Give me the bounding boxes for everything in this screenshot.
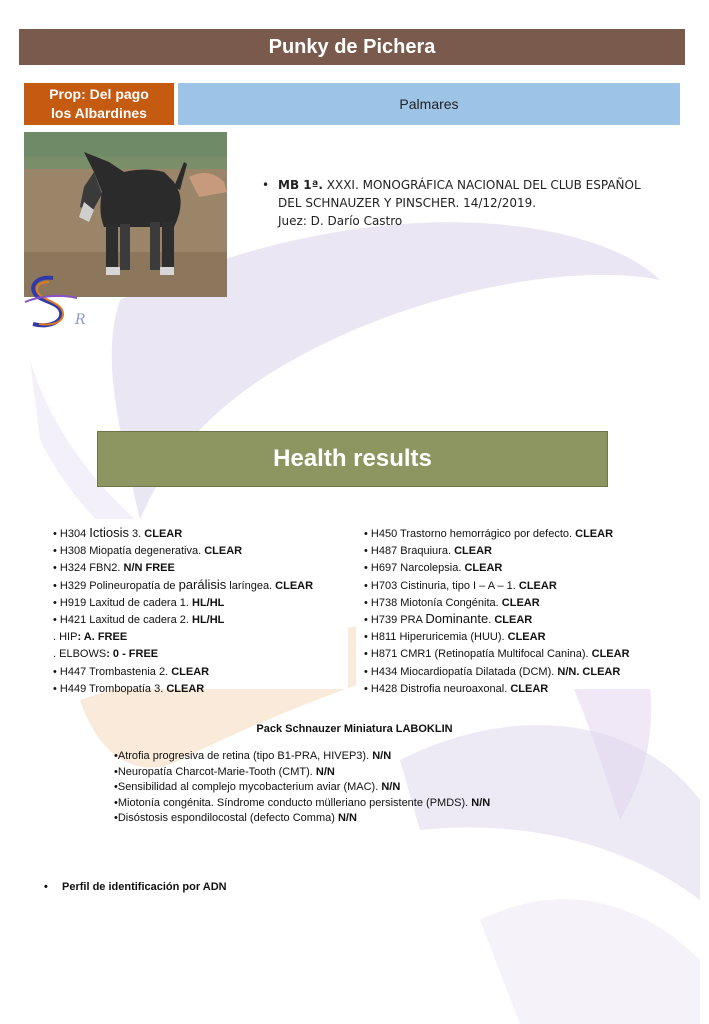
- health-result-item: [53, 663, 348, 680]
- logo-icon: [19, 272, 91, 332]
- pack-item-text: •Miotonía congénita. Síndrome conducto mülleriano persistente (PMDS).: [114, 796, 472, 809]
- health-result-item: [53, 645, 348, 662]
- health-result-result: CLEAR: [275, 579, 314, 592]
- health-result-result: CLEAR: [454, 545, 492, 558]
- health-result-prefix: • H450 Trastorno hemorrágico por defecto.: [364, 528, 576, 540]
- pack-item: [114, 749, 490, 765]
- pack-item: [114, 780, 490, 796]
- pack-item-result: N/N: [381, 781, 401, 793]
- pack-item-text: •Sensibilidad al complejo mycobacterium aviar (MAC).: [114, 781, 382, 793]
- health-result-item: [53, 525, 348, 542]
- health-result-item: [364, 628, 686, 645]
- health-result-prefix: • H739 PRA: [364, 614, 426, 627]
- owner-line-1: Prop: Del pago: [49, 86, 149, 102]
- health-result-result: N/N. CLEAR: [557, 665, 621, 678]
- health-result-result: CLEAR: [494, 614, 533, 627]
- health-result-result: : 0 - FREE: [106, 648, 159, 661]
- pack-list: [114, 749, 490, 827]
- health-result-prefix: • H703 Cistinuria, tipo I – A – 1.: [364, 579, 519, 592]
- health-result-item: [364, 663, 686, 680]
- health-result-item: [364, 645, 686, 662]
- health-result-prefix: • H304: [53, 528, 90, 540]
- pack-item-text: •Atrofia progresiva de retina (tipo B1-PRA, HIVEP3).: [114, 750, 373, 762]
- health-results-left-list: [45, 519, 348, 695]
- award-judge: Juez: D. Darío Castro: [278, 214, 403, 228]
- health-result-item: [53, 680, 348, 697]
- health-results-right-list: [356, 519, 686, 695]
- health-result-result: CLEAR: [204, 545, 243, 558]
- health-result-item: [364, 525, 686, 542]
- health-result-prefix: • H434 Miocardiopatía Dilatada (DCM).: [364, 665, 558, 678]
- owner-line-2: los Albardines: [51, 105, 147, 121]
- health-results-heading: Health results: [97, 431, 608, 487]
- pack-item-result: N/N: [315, 765, 335, 778]
- health-result-result: N/N FREE: [123, 562, 175, 575]
- health-result-item: [53, 542, 348, 559]
- health-result-result: CLEAR: [501, 596, 540, 609]
- health-result-prefix: • H421 Laxitud de cadera 2.: [53, 614, 192, 627]
- health-result-result: CLEAR: [518, 579, 557, 592]
- pack-item: [114, 811, 490, 827]
- award-rank: MB 1ª.: [278, 178, 323, 192]
- health-result-prefix: • H449 Trombopatía 3.: [53, 682, 167, 695]
- health-result-result: CLEAR: [171, 665, 210, 678]
- health-result-item: [53, 559, 348, 576]
- health-result-item: [53, 628, 348, 645]
- health-result-item: [53, 594, 348, 611]
- dna-profile-item: [44, 881, 227, 893]
- health-result-item: [364, 611, 686, 628]
- health-result-item: [53, 577, 348, 594]
- pack-item-result: N/N: [372, 750, 392, 762]
- health-result-prefix: • H738 Miotonía Congénita.: [364, 596, 502, 609]
- dna-text: Perfil de identificación por ADN: [62, 881, 227, 893]
- health-result-item: [364, 594, 686, 611]
- health-result-big: parálisis: [178, 576, 227, 592]
- health-result-prefix: • H871 CMR1 (Retinopatía Multifocal Canina).: [364, 648, 592, 661]
- pack-item-result: N/N: [471, 796, 491, 809]
- location-label: Palmares: [178, 83, 680, 125]
- health-result-prefix: • H329 Polineuropatía de: [53, 579, 179, 592]
- health-result-prefix: • H428 Distrofia neuroaxonal.: [364, 682, 511, 695]
- health-result-result: CLEAR: [507, 631, 546, 644]
- health-result-result: CLEAR: [510, 682, 549, 695]
- health-result-item: [364, 577, 686, 594]
- health-result-big: Dominante: [425, 611, 489, 627]
- health-result-prefix: • H919 Laxitud de cadera 1.: [53, 596, 192, 609]
- health-result-result: CLEAR: [591, 648, 630, 661]
- health-result-prefix: • H447 Trombastenia 2.: [53, 665, 172, 678]
- health-result-item: [364, 559, 686, 576]
- health-result-prefix: • H324 FBN2.: [53, 562, 124, 575]
- pack-title: Pack Schnauzer Miniatura LABOKLIN: [256, 723, 453, 735]
- award-text: XXXI. MONOGRÁFICA NACIONAL DEL CLUB ESPAÑOL DEL SCHNAUZER Y PINSCHER. 14/12/2019.: [278, 178, 641, 210]
- health-result-prefix: . HIP: [53, 631, 78, 644]
- health-result-rest: .: [488, 614, 495, 627]
- svg-text:R: R: [75, 312, 86, 328]
- page-title: Punky de Pichera: [19, 29, 685, 65]
- pack-item: [114, 796, 490, 812]
- health-result-result: CLEAR: [464, 562, 503, 575]
- health-result-rest: 3.: [129, 528, 145, 540]
- pack-item-result: N/N: [337, 812, 357, 824]
- health-result-prefix: • H697 Narcolepsia.: [364, 562, 465, 575]
- health-result-rest: laríngea.: [226, 579, 276, 592]
- health-result-result: HL/HL: [192, 614, 225, 627]
- health-result-result: : A. FREE: [77, 631, 128, 644]
- health-result-prefix: . ELBOWS: [53, 648, 107, 661]
- pack-item-text: •Disóstosis espondilocostal (defecto Comma): [114, 812, 338, 824]
- health-result-item: [364, 680, 686, 697]
- dna-bullet: •: [44, 881, 48, 893]
- owner-label: [24, 83, 174, 125]
- pack-item-text: •Neuropatía Charcot-Marie-Tooth (CMT).: [114, 765, 316, 778]
- health-result-big: Ictiosis: [89, 525, 129, 540]
- health-result-result: CLEAR: [144, 528, 183, 540]
- health-result-item: [364, 542, 686, 559]
- award-entry: [262, 176, 642, 230]
- health-result-prefix: • H308 Miopatía degenerativa.: [53, 545, 205, 558]
- health-result-prefix: • H811 Hiperuricemia (HUU).: [364, 631, 508, 644]
- award-bullet: •: [262, 178, 270, 192]
- health-result-result: HL/HL: [192, 596, 225, 609]
- health-result-prefix: • H487 Braquiura.: [364, 545, 455, 558]
- health-result-item: [53, 611, 348, 628]
- health-result-result: CLEAR: [166, 682, 205, 695]
- health-result-result: CLEAR: [575, 528, 614, 540]
- pack-item: [114, 765, 490, 781]
